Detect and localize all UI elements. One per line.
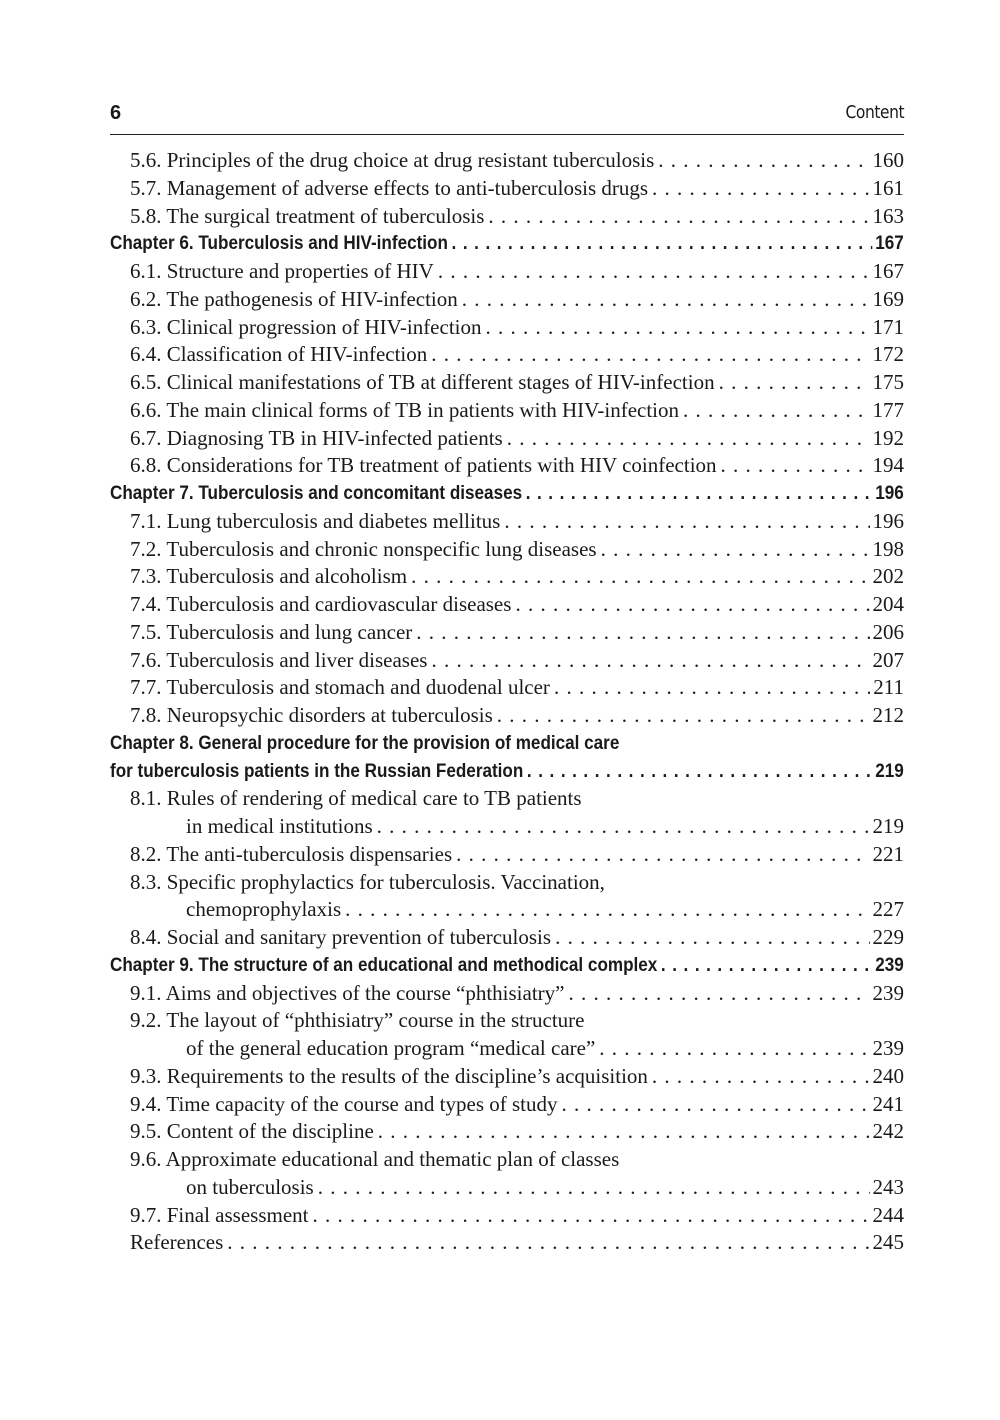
toc-leader-dots — [497, 702, 870, 730]
toc-leader-dots — [318, 1174, 870, 1202]
toc-entry — [110, 341, 904, 369]
toc-entry-title: Chapter 6. Tuberculosis and HIV-infection — [110, 233, 448, 255]
toc-leader-dots — [313, 1202, 870, 1230]
toc-entry-title: 6.8. Considerations for TB treatment of patients with HIV coinfection — [130, 453, 717, 478]
toc-entry-title: on tuberculosis — [186, 1174, 314, 1199]
toc-entry — [110, 563, 904, 591]
toc-entry — [110, 702, 904, 730]
toc-entry-title: 9.6. Approximate educational and thematic plan of classes — [130, 1147, 620, 1171]
toc-page-number: 163 — [872, 203, 904, 228]
toc-entry-title: chemoprophylaxis — [186, 897, 342, 922]
toc-entry-title: 6.3. Clinical progression of HIV-infection — [130, 314, 482, 339]
header-rule — [110, 134, 904, 135]
toc-leader-dots — [554, 674, 870, 702]
toc-entry-title: 9.1. Aims and objectives of the course “phthisiatry” — [130, 980, 565, 1005]
toc-entry-title: in medical institutions — [186, 814, 373, 838]
toc-entry — [110, 147, 904, 175]
toc-chapter-entry — [110, 758, 904, 786]
toc-leader-dots — [507, 425, 870, 453]
toc-entry — [110, 286, 904, 314]
toc-page-number: 241 — [872, 1091, 904, 1116]
toc-entry — [110, 1007, 904, 1035]
toc-entry — [110, 258, 904, 286]
toc-page-number: 243 — [872, 1174, 904, 1199]
toc-entry-title: 7.7. Tuberculosis and stomach and duodenal ulcer — [130, 675, 550, 700]
toc-entry — [110, 1063, 904, 1091]
toc-entry-title: 8.4. Social and sanitary prevention of tuberculosis — [130, 925, 552, 949]
toc-page-number: 192 — [872, 425, 904, 450]
toc-leader-dots — [555, 924, 869, 952]
toc-page-number: 239 — [872, 1036, 904, 1060]
toc-entry — [110, 1174, 904, 1202]
toc-entry-title: 8.2. The anti-tuberculosis dispensaries — [130, 841, 453, 866]
toc-entry-title: 7.8. Neuropsychic disorders at tuberculosis — [130, 703, 493, 727]
toc-page-number: 244 — [872, 1202, 904, 1227]
toc-entry — [110, 869, 904, 897]
toc-entry — [110, 813, 904, 841]
toc-page-number: 202 — [872, 564, 904, 589]
toc-entry-title: 6.6. The main clinical forms of TB in patients with HIV-infection — [130, 397, 680, 422]
toc-chapter-entry — [110, 952, 904, 980]
toc-entry-title: 6.4. Classification of HIV-infection — [130, 342, 428, 367]
toc-page-number: 196 — [872, 508, 904, 533]
toc-entry-title: Chapter 7. Tuberculosis and concomitant diseases — [110, 483, 523, 504]
toc-entry-title: 5.6. Principles of the drug choice at drug resistant tuberculosis — [130, 148, 655, 172]
toc-page-number: 245 — [872, 1230, 904, 1255]
toc-entry-title: 5.8. The surgical treatment of tuberculosis — [130, 203, 485, 228]
toc-leader-dots — [568, 980, 869, 1008]
toc-leader-dots — [652, 175, 869, 203]
toc-leader-dots — [227, 1229, 869, 1257]
toc-entry-title: 7.5. Tuberculosis and lung cancer — [130, 619, 413, 644]
toc-entry-title: 9.2. The layout of “phthisiatry” course in the structure — [130, 1008, 585, 1033]
toc-entry — [110, 425, 904, 453]
toc-entry-title: 9.4. Time capacity of the course and types of study — [130, 1091, 558, 1116]
toc-leader-dots — [526, 480, 873, 508]
toc-entry — [110, 203, 904, 231]
toc-page-number: 161 — [872, 175, 904, 200]
toc-entry — [110, 1091, 904, 1119]
toc-entry-title: 9.3. Requirements to the results of the discipline’s acquisition — [130, 1063, 648, 1088]
toc-entry — [110, 536, 904, 564]
toc-page-number: 207 — [872, 647, 904, 672]
toc-page-number: 239 — [875, 954, 904, 976]
page-number: 6 — [110, 102, 122, 124]
toc-page-number: 169 — [872, 286, 904, 311]
toc-entry-title: 7.1. Lung tuberculosis and diabetes mellitus — [130, 508, 501, 533]
toc-page-number: 206 — [872, 619, 904, 644]
toc-entry-title: 7.6. Tuberculosis and liver diseases — [130, 647, 428, 672]
toc-page-number: 219 — [872, 814, 904, 838]
toc-leader-dots — [462, 286, 870, 314]
toc-leader-dots — [456, 841, 869, 869]
toc-leader-dots — [683, 397, 869, 425]
toc-entry-title: Chapter 9. The structure of an educational and methodical complex — [110, 954, 658, 976]
toc-leader-dots — [601, 536, 870, 564]
toc-page-number: 167 — [875, 233, 904, 255]
toc-leader-dots — [721, 452, 870, 480]
toc-page-number: 240 — [872, 1063, 904, 1088]
toc-entry — [110, 1118, 904, 1146]
toc-page-number: 171 — [872, 314, 904, 339]
toc-entry — [110, 619, 904, 647]
toc-leader-dots — [719, 369, 870, 397]
toc-chapter-entry — [110, 230, 904, 258]
toc-entry-title: 5.7. Management of adverse effects to anti-tuberculosis drugs — [130, 175, 649, 200]
toc-entry — [110, 1146, 904, 1174]
toc-entry — [110, 452, 904, 480]
toc-page-number: 239 — [872, 980, 904, 1005]
toc-page-number: 212 — [872, 703, 904, 727]
toc-entry — [110, 841, 904, 869]
toc-entry — [110, 674, 904, 702]
toc-page-number: 227 — [872, 897, 904, 922]
toc-entry-title: 7.4. Tuberculosis and cardiovascular diseases — [130, 592, 512, 616]
toc-leader-dots — [562, 1091, 870, 1119]
toc-leader-dots — [504, 508, 869, 536]
toc-entry-title: 9.5. Content of the discipline — [130, 1119, 374, 1144]
toc-page-number: 196 — [875, 483, 904, 504]
table-of-contents — [110, 147, 904, 1257]
toc-entry — [110, 1202, 904, 1230]
toc-entry-title: 6.2. The pathogenesis of HIV-infection — [130, 286, 458, 311]
toc-entry-title: for tuberculosis patients in the Russian Federation — [110, 760, 524, 782]
toc-page-number: 211 — [873, 675, 904, 700]
toc-leader-dots — [378, 1118, 870, 1146]
toc-page-number: 219 — [875, 760, 904, 782]
toc-entry — [110, 924, 904, 952]
toc-leader-dots — [488, 203, 869, 231]
toc-entry — [110, 647, 904, 675]
toc-entry-title: 8.3. Specific prophylactics for tuberculosis. Vaccination, — [130, 869, 605, 894]
toc-entry — [110, 397, 904, 425]
toc-leader-dots — [416, 619, 869, 647]
toc-page-number: 221 — [872, 841, 904, 866]
toc-entry-title: Chapter 8. General procedure for the provision of medical care — [110, 732, 620, 754]
toc-entry — [110, 508, 904, 536]
toc-leader-dots — [661, 952, 873, 980]
toc-leader-dots — [345, 896, 869, 924]
toc-page-number: 172 — [872, 342, 904, 367]
toc-entry — [110, 896, 904, 924]
toc-leader-dots — [438, 258, 870, 286]
toc-entry — [110, 1035, 904, 1063]
toc-entry — [110, 1229, 904, 1257]
toc-entry — [110, 591, 904, 619]
running-title: Content — [845, 102, 904, 123]
toc-entry — [110, 980, 904, 1008]
toc-page-number: 242 — [872, 1119, 904, 1144]
toc-leader-dots — [515, 591, 869, 619]
page-header — [110, 100, 904, 130]
toc-entry-title: 8.1. Rules of rendering of medical care to TB patients — [130, 786, 582, 811]
toc-entry-title: 7.2. Tuberculosis and chronic nonspecific lung diseases — [130, 536, 597, 561]
toc-entry — [110, 785, 904, 813]
toc-entry-title: 6.1. Structure and properties of HIV — [130, 259, 434, 283]
toc-leader-dots — [411, 563, 869, 591]
toc-page-number: 177 — [872, 397, 904, 422]
toc-page-number: 175 — [872, 370, 904, 394]
toc-entry — [110, 369, 904, 397]
toc-entry-title: 6.5. Clinical manifestations of TB at different stages of HIV-infection — [130, 370, 715, 394]
toc-leader-dots — [527, 758, 873, 786]
toc-entry — [110, 314, 904, 342]
toc-leader-dots — [431, 341, 869, 369]
toc-leader-dots — [431, 647, 869, 675]
toc-entry-title: 7.3. Tuberculosis and alcoholism — [130, 564, 408, 589]
toc-page-number: 198 — [872, 536, 904, 561]
toc-page-number: 160 — [872, 148, 904, 172]
toc-leader-dots — [652, 1063, 870, 1091]
toc-entry-title: 9.7. Final assessment — [130, 1202, 309, 1227]
toc-chapter-entry — [110, 730, 904, 758]
toc-entry-title: of the general education program “medical care” — [186, 1036, 596, 1060]
toc-page-number: 229 — [872, 925, 904, 949]
toc-entry-title: 6.7. Diagnosing TB in HIV-infected patients — [130, 425, 503, 450]
toc-chapter-entry — [110, 480, 904, 508]
toc-leader-dots — [599, 1035, 869, 1063]
toc-entry — [110, 175, 904, 203]
toc-leader-dots — [658, 147, 869, 175]
toc-page-number: 194 — [872, 453, 904, 478]
toc-leader-dots — [452, 230, 873, 258]
toc-page-number: 204 — [872, 592, 904, 616]
toc-entry-title: References — [130, 1230, 224, 1255]
toc-leader-dots — [377, 813, 870, 841]
toc-page-number: 167 — [872, 259, 904, 283]
toc-leader-dots — [486, 314, 870, 342]
